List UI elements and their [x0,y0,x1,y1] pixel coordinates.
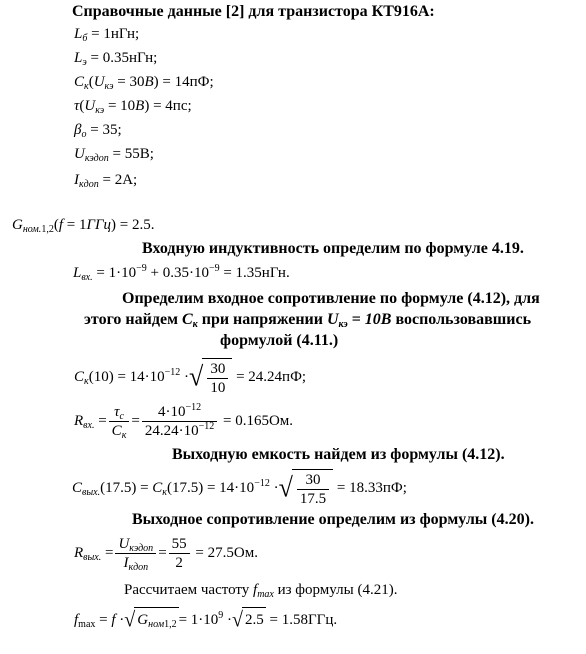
heading-input-inductance: Входную индуктивность определим по формуле 4.19. [142,240,524,257]
heading-input-resistance-2a: этого найдем [84,311,178,328]
param-ck-value: = 14пФ; [162,74,214,90]
cvyx-formula: $C_{вых.}(17.5) = C_к(17.5) = 14\cdot 10^{-12}$ · √ $\frac{30}{17.5}$ = 18.33пФ; [72,468,407,508]
cvyx-result: = 18.33пФ; [336,480,407,496]
ck10-result: = 24.24пФ; [236,369,307,385]
param-le: $L_э = 0.35нГн$; [74,50,158,68]
param-beta-value: = 35; [90,122,122,138]
param-lb: $L_б = 1нГн$; [74,26,140,44]
param-tau: $\tau(U_{кэ} = 10В) = 4пс$; [74,98,192,116]
sqrt-ratio-2: √ $\frac{30}{17.5}$ [279,469,334,508]
rvyx-result: = 27.5Ом. [195,545,258,561]
gnom-value: = 2.5. [119,217,155,233]
sqrt-ratio: √ $\frac{30}{10}$ [189,358,232,397]
fmax-result: = 1.58ГГц. [269,612,338,628]
param-uke-value: = 55В; [112,146,154,162]
rvyx-formula: $R_{вых.}$ = $\frac{U_{кэдоп}}{I_{кдоп}}$ = $\frac{55}{2}$ = 27.5Ом. [74,535,258,573]
lvx-formula: $L_{вх.} = 1\cdot 10^{-9} + 0.35\cdot 10^{-9} = 1.35нГн$. [73,263,290,283]
heading-fmax-b: из формулы (4.21). [277,582,398,598]
ck10-formula: $C_к(10) = 14\cdot 10^{-12}$ · √ $\frac{30}{10}$ = 24.24пФ; [74,356,306,398]
heading-input-resistance-2b: при напряжении [201,311,323,328]
heading-fmax: Рассчитаем частоту $f_{max}$ из формулы (4.21). [124,582,398,600]
heading-input-resistance-2: этого найдем $C_к$ при напряжении $U_{кэ} = 10В$ воспользовавшись [84,311,532,330]
heading-input-resistance-1: Определим входное сопротивление по формуле (4.12), для [122,290,540,307]
heading-output-capacitance: Выходную емкость найдем из формулы (4.12). [172,446,505,463]
param-tau-value: = 4пс; [153,98,192,114]
heading-fmax-a: Рассчитаем частоту [124,582,250,598]
param-lb-value: = 1нГн; [91,26,140,42]
param-le-value: = 0.35нГн; [90,50,158,66]
sqrt-value: √ 2.5 [232,608,264,632]
sqrt-gnom: √ $G_{ном1,2}$ [124,608,177,632]
heading-input-resistance-3: формулой (4.11.) [220,332,339,349]
heading-input-resistance-2c: воспользовавшись [395,311,532,328]
param-uke: $U_{кэдоп} = 55В$; [74,146,154,164]
param-ck: $C_к(U_{кэ} = 30В) = 14пФ$; [74,74,214,92]
rvx-result: = 0.165Ом. [222,413,294,429]
rvx-formula: $R_{вх.}$ = $\frac{\tau_с}{C_к}$ = $\frac{4\cdot 10^{-12}}{24.24\cdot 10^{-12}}$ = 0.165Ом. [74,401,294,441]
heading: Справочные данные [2] для транзистора КТ916А: [72,3,435,20]
param-beta: $\beta_о = 35$; [74,122,122,140]
param-ik-value: = 2А; [102,172,138,188]
fmax-formula: $f_{max} = f$ · √ $G_{ном1,2}$ = $1\cdot 10^9$ · √ 2.5 = 1.58ГГц. [74,608,338,632]
param-ik: $I_{кдоп} = 2А$; [74,172,138,190]
lvx-result: = 1.35нГн. [223,265,290,281]
gnom-formula: $G_{ном.1,2}(f = 1ГГц) = 2.5$. [12,217,155,235]
heading-output-resistance: Выходное сопротивление определим из формулы (4.20). [132,511,534,528]
